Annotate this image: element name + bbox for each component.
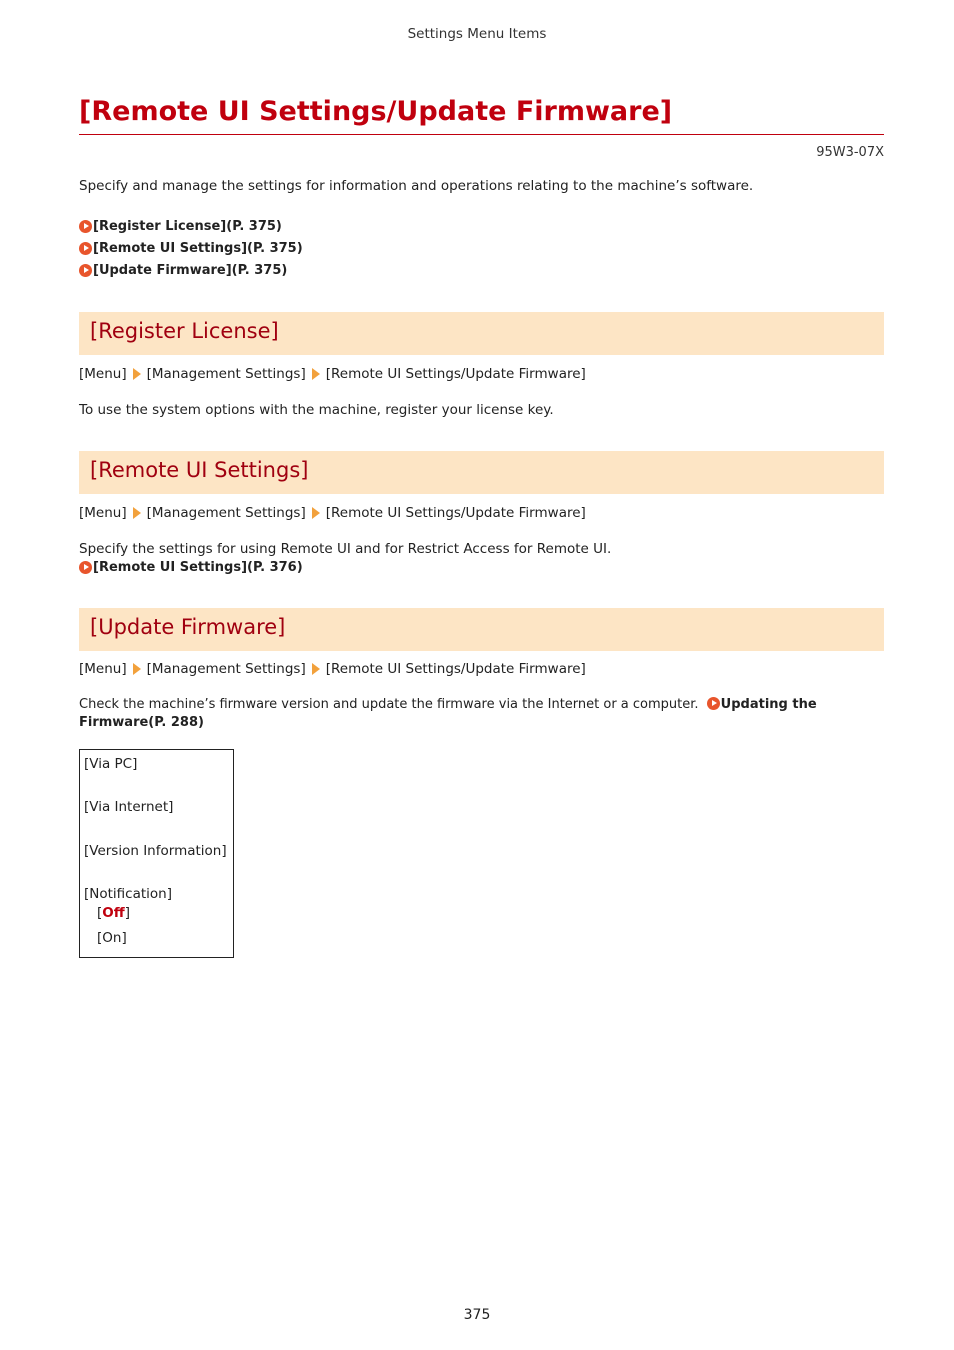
link-label: [Remote UI Settings](P. 375) <box>93 240 303 256</box>
breadcrumb-item: [Menu] <box>79 505 127 521</box>
section-heading-text: [Remote UI Settings] <box>90 458 309 482</box>
section-heading-text: [Update Firmware] <box>90 615 286 639</box>
page-number: 375 <box>463 1307 491 1323</box>
bracket: [ <box>97 905 103 921</box>
section-link-list <box>79 215 303 281</box>
breadcrumb-item: [Menu] <box>79 366 127 382</box>
breadcrumb-item: [Remote UI Settings/Update Firmware] <box>325 505 586 521</box>
default-value: Off <box>102 905 125 921</box>
section-heading-text: [Register License] <box>90 319 279 343</box>
link-arrow-icon <box>79 242 92 255</box>
breadcrumb <box>79 505 586 521</box>
breadcrumb-item: [Management Settings] <box>146 661 306 677</box>
link-label: [Register License](P. 375) <box>93 218 282 234</box>
breadcrumb-item: [Management Settings] <box>146 505 306 521</box>
link-arrow-icon <box>79 264 92 277</box>
breadcrumb <box>79 366 586 382</box>
breadcrumb-arrow-icon <box>312 663 320 675</box>
breadcrumb-arrow-icon <box>133 663 141 675</box>
section-body: Check the machine’s firmware version and update the firmware via the Internet or a computer. <box>79 697 699 712</box>
breadcrumb-item: [Remote UI Settings/Update Firmware] <box>325 366 586 382</box>
page-title: [Remote UI Settings/Update Firmware] <box>79 96 673 127</box>
section-body: Specify the settings for using Remote UI and for Restrict Access for Remote UI. <box>79 541 612 557</box>
link-update-firmware[interactable] <box>79 259 303 281</box>
link-updating-firmware-cont[interactable]: Firmware(P. 288) <box>79 715 204 730</box>
option-version-information: [Version Information] <box>84 843 227 859</box>
link-arrow-icon <box>79 220 92 233</box>
breadcrumb-item: [Management Settings] <box>146 366 306 382</box>
option-via-pc: [Via PC] <box>84 756 138 772</box>
link-label: [Remote UI Settings](P. 376) <box>93 559 303 575</box>
link-updating-firmware[interactable]: Updating the <box>720 697 817 712</box>
section-body: To use the system options with the machine, register your license key. <box>79 402 554 418</box>
breadcrumb-arrow-icon <box>312 507 320 519</box>
link-register-license[interactable] <box>79 215 303 237</box>
link-remote-ui-settings-detail[interactable] <box>79 556 303 578</box>
document-code: 95W3-07X <box>816 145 884 160</box>
link-arrow-icon <box>79 561 92 574</box>
section-heading-remote-ui-settings <box>79 451 884 494</box>
option-notification-on: [On] <box>97 930 127 946</box>
running-header: Settings Menu Items <box>407 26 547 42</box>
breadcrumb-arrow-icon <box>133 368 141 380</box>
link-remote-ui-settings[interactable] <box>79 237 303 259</box>
breadcrumb-arrow-icon <box>133 507 141 519</box>
link-arrow-icon <box>707 697 720 710</box>
title-divider <box>79 134 884 135</box>
section-body-update-firmware <box>79 696 884 732</box>
firmware-options-box <box>79 749 234 958</box>
link-label: [Update Firmware](P. 375) <box>93 262 288 278</box>
option-via-internet: [Via Internet] <box>84 799 174 815</box>
breadcrumb <box>79 661 586 677</box>
option-notification: [Notification] <box>84 886 172 902</box>
bracket: ] <box>124 905 130 921</box>
breadcrumb-item: [Remote UI Settings/Update Firmware] <box>325 661 586 677</box>
section-heading-update-firmware <box>79 608 884 651</box>
section-heading-register-license <box>79 312 884 355</box>
option-notification-off <box>97 905 130 921</box>
intro-text: Specify and manage the settings for information and operations relating to the machine’s software. <box>79 178 754 194</box>
breadcrumb-item: [Menu] <box>79 661 127 677</box>
breadcrumb-arrow-icon <box>312 368 320 380</box>
